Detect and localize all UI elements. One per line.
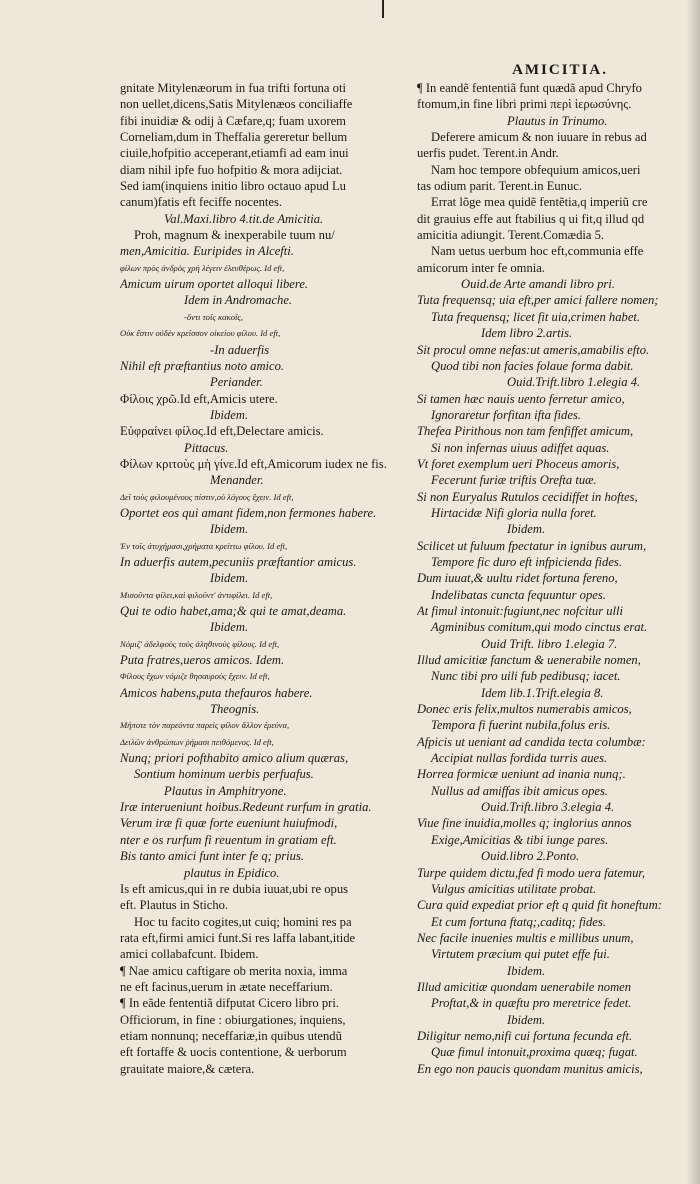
text-line: Idem libro 2.artis. xyxy=(481,326,573,341)
text-line: -In aduerfis xyxy=(210,342,270,357)
text-line: Ouid.de Arte amandi libro pri. xyxy=(461,277,615,292)
text-line: dit grauius effe aut ftabilius q ui fit,q illud qd xyxy=(417,211,645,226)
text-line: grauitate maiore,& cætera. xyxy=(120,1061,255,1076)
text-line: At fimul intonuit:fugiunt,nec nofcitur ulli xyxy=(417,604,624,618)
text-line: Ouid.libro 2.Ponto. xyxy=(481,849,580,864)
left-column xyxy=(120,80,403,1077)
text-line: diam nihil ipfe fuo hofpitio & mora adijciat. xyxy=(120,162,343,177)
text-line: Donec eris felix,multos numerabis amicos, xyxy=(417,702,632,717)
text-line: Vt foret exemplum ueri Phoceus amoris, xyxy=(417,456,620,471)
right-column xyxy=(417,80,692,1077)
text-line: Diligitur nemo,nifi cui fortuna fecunda eft. xyxy=(417,1028,633,1043)
text-line: φίλων πρὸς ἀνδρὸς χρὴ λέγειν ἐλευθέρως. Id eft, xyxy=(120,262,285,273)
text-line: Ibidem. xyxy=(210,407,249,422)
text-line: eft fortaffe & uocis contentione, & uerborum xyxy=(120,1045,347,1060)
text-line: Quæ fimul intonuit,proxima quæq; fugat. xyxy=(431,1045,638,1060)
text-line: Illud amicitiæ quondam uenerabile nomen xyxy=(417,979,632,994)
text-line: Proh, magnum & inexperabile tuum nu/ xyxy=(134,228,335,243)
text-line: amicitia adiungit. Terent.Comædia 5. xyxy=(417,228,605,243)
text-line: Nunc tibi pro uili fub pedibusq; iacet. xyxy=(431,669,621,684)
text-line: En ego non paucis quondam munitus amicis, xyxy=(417,1061,643,1076)
text-line: Si non Euryalus Rutulos cecidiffet in hoftes, xyxy=(417,489,638,504)
text-line: Νόμιζ' ἀδελφοὺς τοὺς ἀληθινοὺς φίλους. Id eft, xyxy=(120,638,280,649)
text-line: Hirtacidæ Nifi gloria nulla foret. xyxy=(431,505,597,520)
text-line: Ouid.Trift.libro 3.elegia 4. xyxy=(481,800,615,815)
text-line: amici collabafcunt. Ibidem. xyxy=(120,947,259,962)
text-line: Idem lib.1.Trift.elegia 8. xyxy=(481,685,604,700)
text-line: Μισοῦντα φίλει,καὶ φιλοῦντ' ἀντιφίλει. Id eft, xyxy=(120,589,273,600)
text-line: Indelibatas cuncta fequuntur opes. xyxy=(431,587,606,602)
text-line: ¶ Nae amicu caftigare ob merita noxia, imma xyxy=(120,963,348,978)
text-line: Ibidem. xyxy=(210,620,249,635)
text-line: Ibidem. xyxy=(210,571,249,586)
text-line: Fecerunt furiæ triftis Orefta tuæ. xyxy=(431,473,597,488)
text-line: Nunq; priori pofthabito amico alium quæras, xyxy=(120,751,349,766)
text-line: ciuile,hofpitio acceperant,etiamfi ad eam inui xyxy=(120,146,349,161)
text-line: Vulgus amicitias utilitate probat. xyxy=(431,881,597,896)
text-line: Proftat,& in quæftu pro meretrice fedet. xyxy=(431,996,632,1011)
text-line: Εὐφραίνει φίλος.Id eft,Delectare amicis. xyxy=(120,424,324,439)
text-line: Cura quid expediat prior eft q quid fit honeftum: xyxy=(417,898,662,913)
text-line: Et cum fortuna ftatq;,caditq; fides. xyxy=(431,914,606,929)
text-line: etiam nonnunq; neceffariæ,in quibus utendũ xyxy=(120,1028,342,1043)
page-crease-mark xyxy=(382,0,384,18)
text-line: Φίλους ἔχων νόμιζε θησαυροὺς ἔχειν. Id eft, xyxy=(120,671,270,682)
text-line: Hoc tu facito cogites,ut cuiq; homini res pa xyxy=(134,914,352,929)
text-line: Si tamen hæc nauis uento ferretur amico, xyxy=(417,391,625,406)
text-line: Qui te odio habet,ama;& qui te amat,deama. xyxy=(120,604,347,618)
text-line: Sit procul omne nefas:ut ameris,amabilis efto. xyxy=(417,342,650,357)
text-line: ne eft facinus,uerum in ætate neceffarium. xyxy=(120,979,333,994)
text-line: Thefea Pirithous non tam fenfiffet amicum, xyxy=(417,424,634,439)
text-line: Horrea formicæ ueniunt ad inania nunq;. xyxy=(417,767,626,782)
text-line: Tempora fi fuerint nubila,folus eris. xyxy=(431,718,611,733)
text-line: tas odium parit. Terent.in Eunuc. xyxy=(417,179,583,194)
text-line: Quod tibi non facies folaue forma dabit. xyxy=(431,358,634,373)
text-line: Nec facile inuenies multis e millibus unum, xyxy=(417,930,634,945)
text-line: Turpe quidem dictu,fed fi modo uera fatemur, xyxy=(417,865,646,880)
text-line: Ἐν τοῖς ἀτυχήμασι,χρήματα κρείττω φίλου. Id eft, xyxy=(120,540,288,551)
text-line: Exige,Amicitias & tibi iunge pares. xyxy=(431,832,609,847)
text-line: Amicum uirum oportet alloqui libere. xyxy=(120,277,309,292)
text-line: Illud amicitiæ fanctum & uenerabile nomen, xyxy=(417,653,641,668)
text-line: Agminibus comitum,qui modo cinctus erat. xyxy=(431,620,648,635)
text-line: Οὐκ ἔστιν οὐδὲν κρεῖσσον οἰκείου φίλου. Id eft, xyxy=(120,328,281,339)
text-line: Sontium hominum uerbis perfuafus. xyxy=(134,767,314,782)
text-line: fibi inuidiæ & odij à Cæfare,q; fuam uxorem xyxy=(120,113,346,128)
text-line: Accipiat nullas fordida turris aues. xyxy=(431,751,608,766)
text-line: Deferere amicum & non iuuare in rebus ad xyxy=(431,130,647,145)
text-line: Tempore fic duro eft infpicienda fides. xyxy=(431,554,622,569)
text-line: uerfis pudet. Terent.in Andr. xyxy=(417,146,559,161)
text-line: ftomum,in fine libri primi περὶ ἱερωσύνης. xyxy=(417,97,632,112)
text-line: Tuta frequensq; licet fit uia,crimen habet. xyxy=(431,309,641,324)
text-line: Dum iuuat,& uultu ridet fortuna fereno, xyxy=(417,571,618,586)
text-line: Iræ interueniunt hoibus.Redeunt rurfum in gratia. xyxy=(120,800,372,815)
text-line: Tuta frequensq; uia eft,per amici fallere nomen; xyxy=(417,293,659,308)
text-line: Nullus ad amiffas ibit amicus opes. xyxy=(431,783,609,798)
text-line: Ibidem. xyxy=(507,1012,546,1027)
text-line: Officiorum, in fine : obiurgationes, inquiens, xyxy=(120,1012,346,1027)
text-line: Φίλων κριτοὺς μὴ γίνε.Id eft,Amicorum iudex ne fis. xyxy=(120,456,387,471)
text-line: Si non infernas uiuus adiffet aquas. xyxy=(431,440,610,455)
text-line: Δειλῶν ἀνθρώπων ῥήμασι πειθόμενος. Id eft, xyxy=(120,736,274,747)
text-line: Nam hoc tempore obfequium amicos,ueri xyxy=(431,162,641,177)
text-line: Puta fratres,ueros amicos. Idem. xyxy=(120,653,285,668)
text-line: plautus in Epidico. xyxy=(184,865,280,880)
text-line: Amicos habens,puta thefauros habere. xyxy=(120,685,313,700)
text-line: canum)fatis eft feciffe nocentes. xyxy=(120,195,283,210)
text-line: Pittacus. xyxy=(184,440,229,455)
text-line: amicorum inter fe omnia. xyxy=(417,260,545,275)
text-line: Menander. xyxy=(210,473,264,488)
text-line: Ouid.Trift.libro 1.elegia 4. xyxy=(507,375,641,390)
text-line: Nihil eft præftantius noto amico. xyxy=(120,358,285,373)
text-line: Plautus in Trinumo. xyxy=(507,113,608,128)
text-line: Μήποτε τὸν παρεόντα παρεὶς φίλον ἄλλον ἐρεύνα, xyxy=(120,720,290,731)
text-line: Afpicis ut ueniant ad candida tecta columbæ: xyxy=(417,734,646,749)
text-line: eft. Plautus in Sticho. xyxy=(120,898,229,913)
text-line: Φίλοις χρῶ.Id eft,Amicis utere. xyxy=(120,391,278,406)
gutter-shadow xyxy=(686,0,700,1184)
text-line: Sed iam(inquiens initio libro octauo apud Lu xyxy=(120,179,346,194)
text-line: Ignoraretur forfitan ifta fides. xyxy=(431,407,581,422)
text-line: Δεῖ τοὺς φιλουμένους πίστιν,οὐ λόγους ἔχειν. Id eft, xyxy=(120,491,294,502)
running-title: AMICITIA. xyxy=(512,62,608,78)
text-line: Nam uetus uerbum hoc eft,communia effe xyxy=(431,244,644,259)
text-line: Errat lõge mea quidẽ fentẽtia,q imperiũ cre xyxy=(431,195,648,210)
text-line: Viue fine inuidia,molles q; inglorius annos xyxy=(417,816,632,831)
text-line: Val.Maxi.libro 4.tit.de Amicitia. xyxy=(164,211,324,226)
text-line: Theognis. xyxy=(210,702,260,717)
text-line: men,Amicitia. Euripides in Alcefti. xyxy=(120,244,294,259)
text-line: Ibidem. xyxy=(507,522,546,537)
text-line: In aduerfis autem,pecuniis præftantior amicus. xyxy=(120,554,357,569)
text-line: non uellet,dicens,Satis Mitylenæos conciliaffe xyxy=(120,97,353,112)
text-line: Verum iræ fi quæ forte eueniunt huiufmodi, xyxy=(120,816,338,831)
text-line: Ibidem. xyxy=(210,522,249,537)
text-line: Is eft amicus,qui in re dubia iuuat,ubi re opus xyxy=(120,881,349,896)
text-line: Virtutem præcium qui putet effe fui. xyxy=(431,947,610,962)
text-line: Oportet eos qui amant fidem,non fermones habere. xyxy=(120,505,377,520)
text-line: -ὄντι τοῖς κακοῖς, xyxy=(184,311,244,322)
text-line: Plautus in Amphitryone. xyxy=(164,783,287,798)
text-line: ¶ In eandẽ fententiã funt quædã apud Chryfo xyxy=(417,81,642,95)
text-line: rata eft,firmi amici funt.Si res laffa labant,itide xyxy=(120,930,356,945)
text-line: Periander. xyxy=(210,375,263,390)
text-line: Ouid Trift. libro 1.elegia 7. xyxy=(481,636,618,651)
text-line: Idem in Andromache. xyxy=(184,293,293,308)
text-line: nter e os rurfum fi reuentum in gratiam eft. xyxy=(120,832,337,847)
text-line: gnitate Mitylenæorum in fua trifti fortuna oti xyxy=(120,81,346,95)
text-line: Ibidem. xyxy=(507,963,546,978)
text-line: Bis tanto amici funt inter fe q; prius. xyxy=(120,849,304,864)
text-line: ¶ In eãde fententiã difputat Cicero libro pri. xyxy=(120,996,340,1011)
text-line: Scilicet ut fuluum fpectatur in ignibus aurum, xyxy=(417,538,647,553)
text-line: Corneliam,dum in Theffalia gereretur bellum xyxy=(120,130,348,145)
